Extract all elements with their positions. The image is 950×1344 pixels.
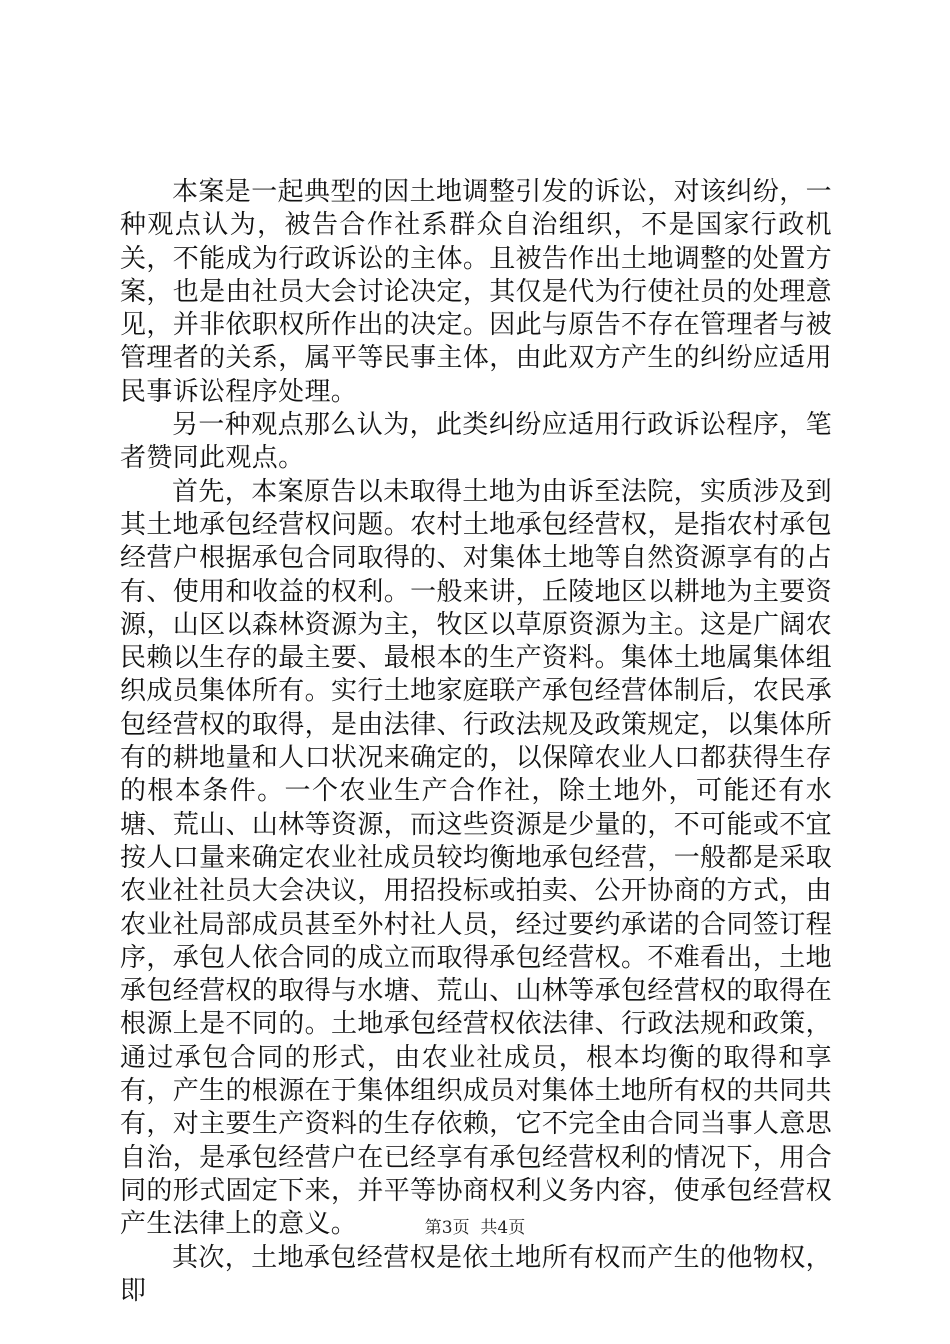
paragraph-3: 首先，本案原告以未取得土地为由诉至法院，实质涉及到其土地承包经营权问题。农村土地承包经营权，是指农村承包经营户根据承包合同取得的、对集体土地等自然资源享有的占有、使用和收益的权利。一般来讲，丘陵地区以耕地为主要资源，山区以森林资源为主，牧区以草原资源为主。这是广阔农民赖以生存的最主要、最根本的生产资料。集体土地属集体组织成员集体所有。实行土地家庭联产承包经营体制后，农民承包经营权的取得，是由法律、行政法规及政策规定，以集体所有的耕地量和人口状况来确定的，以保障农业人口都获得生存的根本条件。一个农业生产合作社，除土地外，可能还有水塘、荒山、山林等资源，而这些资源是少量的，不可能或不宜按人口量来确定农业社成员较均衡地承包经营，一般都是采取农业社社员大会决议，用招投标或拍卖、公开协商的方式，由农业社局部成员甚至外村社人员，经过要约承诺的合同签订程序，承包人依合同的成立而取得承包经营权。不难看出，土地承包经营权的取得与水塘、荒山、山林等承包经营权的取得在根源上是不同的。土地承包经营权依法律、行政法规和政策，通过承包合同的形式，由农业社成员，根本均衡的取得和享有，产生的根源在于集体组织成员对集体土地所有权的共同共有，对主要生产资料的生存依赖，它不完全由合同当事人意思自治，是承包经营户在已经享有承包经营权利的情况下，用合同的形式固定下来，并平等协商权利义务内容，使承包经营权产生法律上的意义。: [120, 476, 832, 1240]
paragraph-4: 其次，土地承包经营权是依土地所有权而产生的他物权，即: [120, 1242, 832, 1306]
page-footer: [0, 1218, 950, 1238]
body-text: [120, 176, 832, 1308]
paragraph-1: 本案是一起典型的因土地调整引发的诉讼，对该纠纷，一种观点认为，被告合作社系群众自治组织，不是国家行政机关，不能成为行政诉讼的主体。且被告作出土地调整的处置方案，也是由社员大会讨论决定，其仅是代为行使社员的处理意见，并非依职权所作出的决定。因此与原告不存在管理者与被管理者的关系，属平等民事主体，由此双方产生的纠纷应适用民事诉讼程序处理。: [120, 177, 832, 407]
page-number: 第3页 共4页: [424, 1218, 526, 1238]
paragraph-2: 另一种观点那么认为，此类纠纷应适用行政诉讼程序，笔者赞同此观点。: [120, 410, 832, 474]
